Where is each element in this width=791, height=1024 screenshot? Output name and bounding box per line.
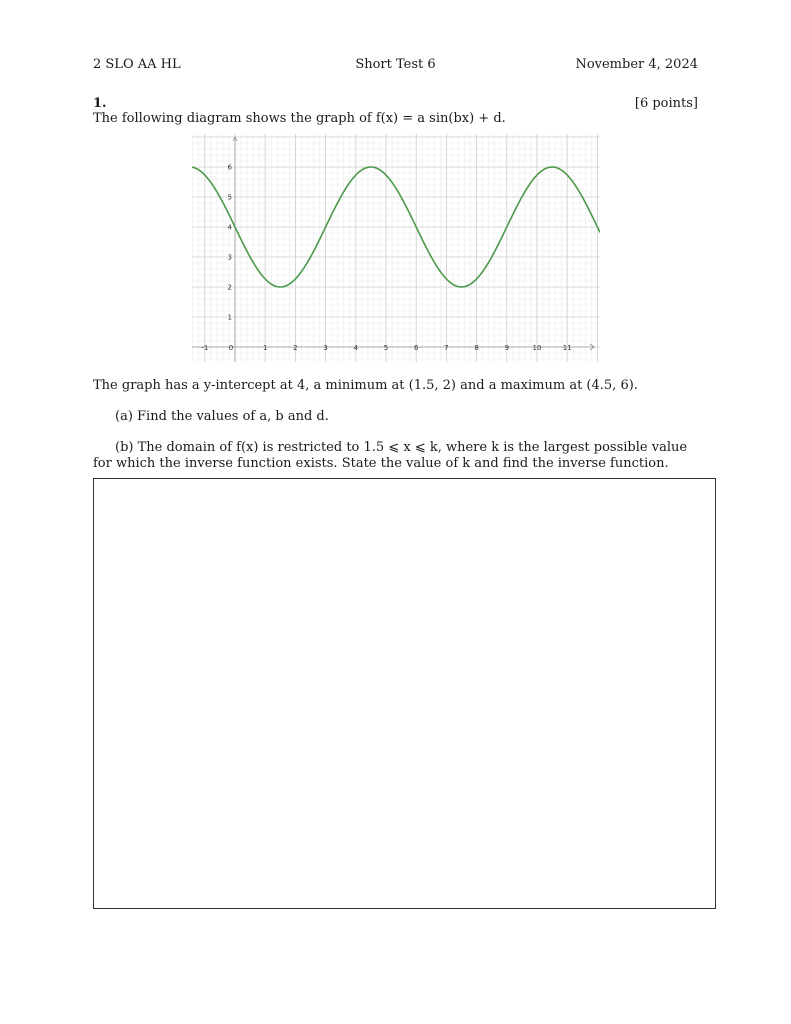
x-tick-label: 0	[228, 344, 234, 352]
x-tick-label: 4	[353, 344, 359, 352]
y-tick-label: 2	[227, 283, 232, 292]
x-tick-label: -1	[201, 344, 209, 352]
y-tick-labels	[228, 164, 233, 322]
x-tick-label: 3	[323, 344, 328, 352]
part-a-text: (a) Find the values of a, b and d.	[115, 409, 329, 424]
x-tick-label: 2	[293, 344, 298, 352]
minor-grid	[192, 134, 600, 362]
y-tick-label: 1	[227, 313, 232, 322]
x-tick-labels	[201, 344, 571, 352]
axes	[192, 137, 594, 362]
x-tick-label: 7	[444, 344, 449, 352]
y-tick-label: 3	[227, 253, 232, 262]
y-tick-label: 5	[227, 193, 232, 202]
question-intro: The following diagram shows the graph of f(x) = a sin(bx) + d.	[93, 111, 506, 126]
function-graph	[192, 134, 600, 362]
graph-description: The graph has a y-intercept at 4, a minimum at (1.5, 2) and a maximum at (4.5, 6).	[93, 378, 638, 393]
y-tick-label: 6	[227, 163, 232, 172]
answer-box[interactable]	[93, 478, 716, 909]
header-date: November 4, 2024	[575, 57, 698, 72]
x-tick-label: 9	[504, 344, 510, 352]
header-test-title: Short Test 6	[355, 57, 436, 72]
x-tick-label: 8	[474, 344, 479, 352]
x-tick-label: 5	[383, 344, 389, 352]
header-course: 2 SLO AA HL	[93, 57, 181, 72]
y-tick-label: 4	[227, 223, 232, 232]
x-tick-label: 6	[413, 344, 419, 352]
x-tick-label: 1	[262, 344, 268, 352]
x-tick-label: 11	[562, 344, 572, 352]
x-tick-label: 10	[532, 344, 542, 352]
question-number: 1.	[93, 96, 107, 111]
part-b-text: (b) The domain of f(x) is restricted to 1.5 ⩽ x ⩽ k, where k is the largest possible value for which the inverse function exists. State the value of k and find the inverse function.	[93, 440, 688, 471]
question-points: [6 points]	[634, 96, 698, 111]
